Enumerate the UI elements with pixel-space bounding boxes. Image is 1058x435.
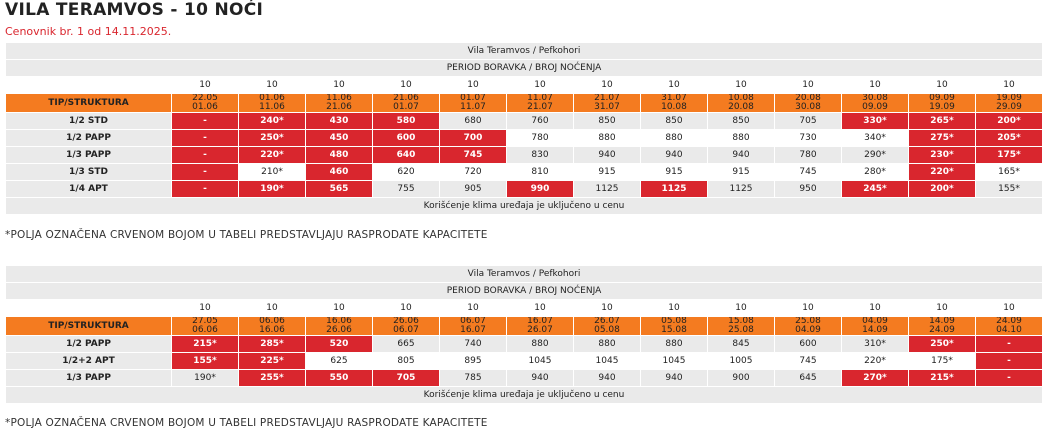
price-cell-sold-out: 255* (239, 370, 305, 386)
price-cell: 810 (507, 164, 573, 180)
nights-cell: 10 (239, 300, 305, 316)
period-from: 24.09 (996, 317, 1022, 326)
price-cell-sold-out: 480 (306, 147, 372, 163)
period-from: 22.05 (192, 94, 218, 103)
price-cell: 280* (842, 164, 908, 180)
price-cell-sold-out: 330* (842, 113, 908, 129)
nights-cell: 10 (172, 300, 238, 316)
period-cell (574, 94, 640, 112)
price-cell: 220* (842, 353, 908, 369)
price-cell: 600 (775, 336, 841, 352)
price-cell: 880 (574, 336, 640, 352)
price-cell: 310* (842, 336, 908, 352)
price-cell: 785 (440, 370, 506, 386)
price-cell: 745 (775, 353, 841, 369)
price-cell-sold-out: 600 (373, 130, 439, 146)
price-table-1 (5, 42, 1043, 215)
price-cell-sold-out: 240* (239, 113, 305, 129)
period-from: 06.07 (460, 317, 486, 326)
period-cell (507, 94, 573, 112)
period-cell (373, 94, 439, 112)
price-row (6, 370, 1042, 386)
price-cell: 915 (574, 164, 640, 180)
price-cell: 895 (440, 353, 506, 369)
price-cell: 665 (373, 336, 439, 352)
period-from: 21.07 (594, 94, 620, 103)
nights-row (6, 77, 1042, 93)
price-cell-sold-out: - (976, 370, 1042, 386)
nights-cell: 10 (842, 77, 908, 93)
price-cell-sold-out: 225* (239, 353, 305, 369)
nights-row-label (6, 300, 171, 316)
location-row (6, 43, 1042, 59)
nights-cell: 10 (708, 77, 774, 93)
nights-cell: 10 (641, 77, 707, 93)
price-table-2 (5, 265, 1043, 404)
room-type-label: 1/3 PAPP (6, 147, 171, 163)
price-cell: 680 (440, 113, 506, 129)
price-cell-sold-out: 215* (172, 336, 238, 352)
price-cell: 190* (172, 370, 238, 386)
period-cell (909, 317, 975, 335)
period-to: 31.07 (594, 102, 620, 112)
period-to: 16.07 (460, 325, 486, 335)
period-cell (373, 317, 439, 335)
period-to: 30.08 (795, 102, 821, 112)
period-to: 04.10 (996, 325, 1022, 335)
period-cell (976, 317, 1042, 335)
price-cell-sold-out: 550 (306, 370, 372, 386)
period-to: 16.06 (259, 325, 285, 335)
nights-cell: 10 (507, 300, 573, 316)
period-from: 25.08 (795, 317, 821, 326)
price-cell-sold-out: 270* (842, 370, 908, 386)
period-from: 11.06 (326, 94, 352, 103)
price-cell: 625 (306, 353, 372, 369)
period-cell (842, 317, 908, 335)
price-cell: 740 (440, 336, 506, 352)
price-cell-sold-out: 450 (306, 130, 372, 146)
price-cell-sold-out: 190* (239, 181, 305, 197)
period-from: 26.06 (393, 317, 419, 326)
price-cell: 780 (507, 130, 573, 146)
price-cell-sold-out: - (172, 130, 238, 146)
price-cell: 850 (574, 113, 640, 129)
location-row (6, 266, 1042, 282)
room-type-label: 1/3 STD (6, 164, 171, 180)
nights-cell: 10 (507, 77, 573, 93)
price-cell: 900 (708, 370, 774, 386)
period-row (6, 317, 1042, 335)
nights-cell: 10 (574, 77, 640, 93)
period-to: 11.07 (460, 102, 486, 112)
price-cell-sold-out: - (172, 147, 238, 163)
price-cell-sold-out: 200* (909, 181, 975, 197)
price-cell: 805 (373, 353, 439, 369)
period-from: 26.07 (594, 317, 620, 326)
price-cell-sold-out: 265* (909, 113, 975, 129)
price-cell-sold-out: 700 (440, 130, 506, 146)
price-cell-sold-out: 565 (306, 181, 372, 197)
price-cell: 1125 (574, 181, 640, 197)
period-to: 21.06 (326, 102, 352, 112)
footer-row (6, 198, 1042, 214)
price-cell: 915 (708, 164, 774, 180)
period-to: 19.09 (929, 102, 955, 112)
price-cell: 880 (641, 130, 707, 146)
period-row (6, 94, 1042, 112)
period-cell (641, 94, 707, 112)
price-cell-sold-out: 580 (373, 113, 439, 129)
price-cell-sold-out: - (976, 353, 1042, 369)
period-to: 06.06 (192, 325, 218, 335)
period-cell (172, 94, 238, 112)
nights-cell: 10 (440, 77, 506, 93)
price-cell: 730 (775, 130, 841, 146)
price-row (6, 113, 1042, 129)
nights-cell: 10 (239, 77, 305, 93)
page-title: VILA TERAMVOS - 10 NOĆI (5, 0, 264, 20)
period-cell (507, 317, 573, 335)
price-cell-sold-out: 175* (976, 147, 1042, 163)
period-to: 11.06 (259, 102, 285, 112)
period-cell (239, 317, 305, 335)
price-cell-sold-out: - (172, 164, 238, 180)
price-cell-sold-out: 990 (507, 181, 573, 197)
price-cell: 940 (641, 370, 707, 386)
price-cell-sold-out: 155* (172, 353, 238, 369)
price-row (6, 147, 1042, 163)
price-cell: 780 (775, 147, 841, 163)
price-cell: 1045 (641, 353, 707, 369)
period-to: 09.09 (862, 102, 888, 112)
price-cell: 940 (507, 370, 573, 386)
price-cell: 940 (574, 370, 640, 386)
price-cell: 745 (775, 164, 841, 180)
period-cell (775, 317, 841, 335)
period-from: 27.05 (192, 317, 218, 326)
period-label-header: PERIOD BORAVKA / BROJ NOĆENJA (6, 283, 1042, 299)
period-to: 21.07 (527, 102, 553, 112)
period-to: 26.07 (527, 325, 553, 335)
room-type-label: 1/2+2 APT (6, 353, 171, 369)
sold-out-note-1: *POLJA OZNAČENA CRVENOM BOJOM U TABELI PREDSTAVLJAJU RASPRODATE KAPACITETE (5, 229, 488, 241)
period-to: 10.08 (661, 102, 687, 112)
price-row (6, 164, 1042, 180)
price-cell-sold-out: 640 (373, 147, 439, 163)
nights-cell: 10 (976, 77, 1042, 93)
period-cell (574, 317, 640, 335)
period-label-header: PERIOD BORAVKA / BROJ NOĆENJA (6, 60, 1042, 76)
period-to: 01.07 (393, 102, 419, 112)
price-cell-sold-out: - (976, 336, 1042, 352)
type-structure-header: TIP/STRUKTURA (6, 94, 171, 112)
nights-cell: 10 (172, 77, 238, 93)
price-cell-sold-out: 250* (239, 130, 305, 146)
price-cell-sold-out: 230* (909, 147, 975, 163)
price-cell-sold-out: 220* (239, 147, 305, 163)
period-to: 06.07 (393, 325, 419, 335)
price-cell: 1045 (507, 353, 573, 369)
room-type-label: 1/2 PAPP (6, 336, 171, 352)
price-cell: 645 (775, 370, 841, 386)
period-cell (775, 94, 841, 112)
price-row (6, 130, 1042, 146)
period-from: 31.07 (661, 94, 687, 103)
period-to: 05.08 (594, 325, 620, 335)
price-cell: 915 (641, 164, 707, 180)
price-cell-sold-out: 460 (306, 164, 372, 180)
type-structure-header: TIP/STRUKTURA (6, 317, 171, 335)
period-to: 04.09 (795, 325, 821, 335)
price-cell: 1005 (708, 353, 774, 369)
price-cell-sold-out: 200* (976, 113, 1042, 129)
period-from: 20.08 (795, 94, 821, 103)
price-cell-sold-out: 275* (909, 130, 975, 146)
price-cell: 755 (373, 181, 439, 197)
price-cell-sold-out: 745 (440, 147, 506, 163)
period-to: 20.08 (728, 102, 754, 112)
period-to: 15.08 (661, 325, 687, 335)
price-cell: 155* (976, 181, 1042, 197)
nights-cell: 10 (976, 300, 1042, 316)
price-cell-sold-out: - (172, 113, 238, 129)
price-cell-sold-out: 1125 (641, 181, 707, 197)
price-cell: 620 (373, 164, 439, 180)
nights-cell: 10 (440, 300, 506, 316)
period-cell (708, 94, 774, 112)
price-cell-sold-out: 220* (909, 164, 975, 180)
price-cell: 850 (708, 113, 774, 129)
nights-cell: 10 (306, 300, 372, 316)
period-from: 01.06 (259, 94, 285, 103)
period-from: 01.07 (460, 94, 486, 103)
period-cell (440, 94, 506, 112)
price-cell: 940 (708, 147, 774, 163)
price-cell-sold-out: 215* (909, 370, 975, 386)
price-cell: 905 (440, 181, 506, 197)
price-cell: 210* (239, 164, 305, 180)
period-to: 26.06 (326, 325, 352, 335)
period-cell (172, 317, 238, 335)
price-cell: 880 (574, 130, 640, 146)
period-label-row (6, 60, 1042, 76)
nights-cell: 10 (909, 300, 975, 316)
price-cell: 175* (909, 353, 975, 369)
room-type-label: 1/4 APT (6, 181, 171, 197)
air-conditioning-note: Korišćenje klima uređaja je uključeno u cenu (6, 198, 1042, 214)
period-from: 15.08 (728, 317, 754, 326)
period-cell (440, 317, 506, 335)
price-cell-sold-out: 705 (373, 370, 439, 386)
period-cell (641, 317, 707, 335)
price-cell: 290* (842, 147, 908, 163)
price-cell: 940 (641, 147, 707, 163)
price-cell: 340* (842, 130, 908, 146)
period-cell (306, 317, 372, 335)
period-from: 16.07 (527, 317, 553, 326)
period-to: 14.09 (862, 325, 888, 335)
room-type-label: 1/3 PAPP (6, 370, 171, 386)
period-cell (909, 94, 975, 112)
nights-cell: 10 (641, 300, 707, 316)
price-cell: 830 (507, 147, 573, 163)
price-cell: 850 (641, 113, 707, 129)
period-from: 10.08 (728, 94, 754, 103)
period-cell (842, 94, 908, 112)
price-cell-sold-out: - (172, 181, 238, 197)
nights-cell: 10 (574, 300, 640, 316)
price-cell: 845 (708, 336, 774, 352)
price-cell-sold-out: 205* (976, 130, 1042, 146)
price-cell-sold-out: 520 (306, 336, 372, 352)
period-to: 24.09 (929, 325, 955, 335)
price-cell-sold-out: 250* (909, 336, 975, 352)
period-from: 16.06 (326, 317, 352, 326)
sold-out-note-2: *POLJA OZNAČENA CRVENOM BOJOM U TABELI PREDSTAVLJAJU RASPRODATE KAPACITETE (5, 417, 488, 429)
price-list-subtitle: Cenovnik br. 1 od 14.11.2025. (5, 25, 172, 38)
period-to: 01.06 (192, 102, 218, 112)
price-cell-sold-out: 245* (842, 181, 908, 197)
period-from: 19.09 (996, 94, 1022, 103)
price-cell: 1045 (574, 353, 640, 369)
period-from: 21.06 (393, 94, 419, 103)
period-from: 05.08 (661, 317, 687, 326)
nights-cell: 10 (909, 77, 975, 93)
price-cell: 880 (507, 336, 573, 352)
nights-row-label (6, 77, 171, 93)
price-row (6, 181, 1042, 197)
air-conditioning-note: Korišćenje klima uređaja je uključeno u cenu (6, 387, 1042, 403)
price-row (6, 336, 1042, 352)
period-from: 11.07 (527, 94, 553, 103)
location-header: Vila Teramvos / Pefkohori (6, 266, 1042, 282)
period-to: 29.09 (996, 102, 1022, 112)
nights-row (6, 300, 1042, 316)
period-label-row (6, 283, 1042, 299)
period-from: 09.09 (929, 94, 955, 103)
nights-cell: 10 (842, 300, 908, 316)
period-from: 30.08 (862, 94, 888, 103)
location-header: Vila Teramvos / Pefkohori (6, 43, 1042, 59)
period-to: 25.08 (728, 325, 754, 335)
period-cell (306, 94, 372, 112)
room-type-label: 1/2 PAPP (6, 130, 171, 146)
period-from: 06.06 (259, 317, 285, 326)
price-cell: 760 (507, 113, 573, 129)
price-cell: 720 (440, 164, 506, 180)
nights-cell: 10 (306, 77, 372, 93)
nights-cell: 10 (775, 77, 841, 93)
price-cell: 165* (976, 164, 1042, 180)
period-cell (976, 94, 1042, 112)
price-row (6, 353, 1042, 369)
nights-cell: 10 (373, 77, 439, 93)
period-from: 14.09 (929, 317, 955, 326)
period-cell (239, 94, 305, 112)
period-from: 04.09 (862, 317, 888, 326)
period-cell (708, 317, 774, 335)
nights-cell: 10 (775, 300, 841, 316)
price-cell: 705 (775, 113, 841, 129)
price-cell: 940 (574, 147, 640, 163)
price-cell: 880 (708, 130, 774, 146)
footer-row (6, 387, 1042, 403)
price-cell-sold-out: 285* (239, 336, 305, 352)
price-cell-sold-out: 430 (306, 113, 372, 129)
price-cell: 880 (641, 336, 707, 352)
nights-cell: 10 (708, 300, 774, 316)
price-cell: 950 (775, 181, 841, 197)
price-cell: 1125 (708, 181, 774, 197)
nights-cell: 10 (373, 300, 439, 316)
room-type-label: 1/2 STD (6, 113, 171, 129)
